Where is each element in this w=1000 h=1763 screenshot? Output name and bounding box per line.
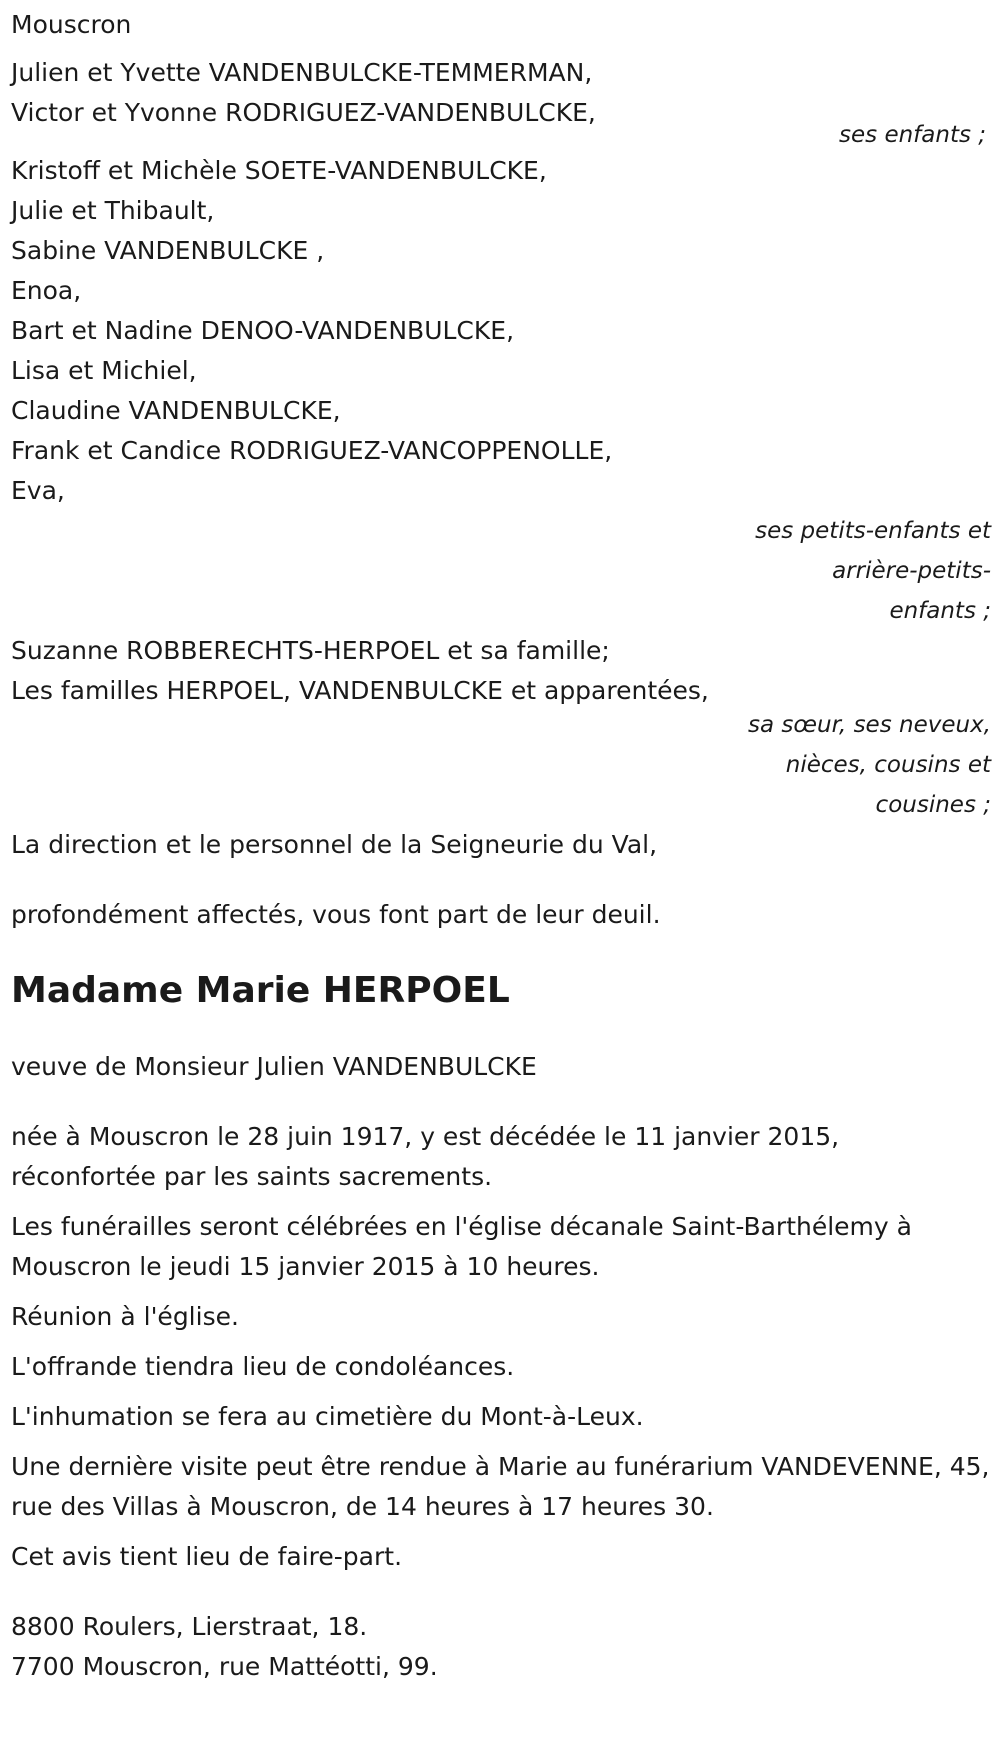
address-line-1: 8800 Roulers, Lierstraat, 18. — [11, 1612, 368, 1641]
family-note: sa sœur, ses neveux, nièces, cousins et cousines ; — [748, 712, 991, 818]
meeting-paragraph: Réunion à l'église. — [11, 1302, 239, 1331]
town-heading: Mouscron — [11, 10, 132, 39]
visit-paragraph: Une dernière visite peut être rendue à Marie au funérarium VANDEVENNE, 45, rue des Villas à Mouscron, de 14 heures à 17 heures 30. — [11, 1452, 990, 1521]
grandchildren-line-2: Julie et Thibault, — [11, 196, 215, 225]
widow-of-line: veuve de Monsieur Julien VANDENBULCKE — [11, 1052, 537, 1081]
grandchildren-line-7: Claudine VANDENBULCKE, — [11, 396, 341, 425]
notice-paragraph: Cet avis tient lieu de faire-part. — [11, 1542, 403, 1571]
grandchildren-line-1: Kristoff et Michèle SOETE-VANDENBULCKE, — [11, 156, 547, 185]
grandchildren-note: ses petits-enfants et arrière-petits-enfants ; — [755, 518, 991, 624]
grandchildren-line-9: Eva, — [11, 476, 65, 505]
children-note: ses enfants ; — [839, 122, 986, 148]
birth-death-paragraph: née à Mouscron le 28 juin 1917, y est décédée le 11 janvier 2015, réconfortée par les saints sacrements. — [11, 1122, 840, 1191]
obituary-page — [11, 0, 991, 1687]
announcement-line: profondément affectés, vous font part de leur deuil. — [11, 900, 661, 929]
family-line-1: Suzanne ROBBERECHTS-HERPOEL et sa famille; — [11, 636, 610, 665]
grandchildren-line-4: Enoa, — [11, 276, 82, 305]
condolences-paragraph: L'offrande tiendra lieu de condoléances. — [11, 1352, 515, 1381]
grandchildren-line-8: Frank et Candice RODRIGUEZ-VANCOPPENOLLE, — [11, 436, 613, 465]
grandchildren-line-6: Lisa et Michiel, — [11, 356, 197, 385]
address-line-2: 7700 Mouscron, rue Mattéotti, 99. — [11, 1652, 438, 1681]
burial-paragraph: L'inhumation se fera au cimetière du Mont-à-Leux. — [11, 1402, 644, 1431]
grandchildren-line-5: Bart et Nadine DENOO-VANDENBULCKE, — [11, 316, 515, 345]
deceased-name: Madame Marie HERPOEL — [11, 970, 510, 1011]
children-line-1: Julien et Yvette VANDENBULCKE-TEMMERMAN, — [11, 58, 593, 87]
grandchildren-line-3: Sabine VANDENBULCKE , — [11, 236, 325, 265]
family-line-2: Les familles HERPOEL, VANDENBULCKE et apparentées, — [11, 676, 709, 705]
children-line-2: Victor et Yvonne RODRIGUEZ-VANDENBULCKE, — [11, 98, 596, 127]
funeral-paragraph: Les funérailles seront célébrées en l'église décanale Saint-Barthélemy à Mouscron le jeudi 15 janvier 2015 à 10 heures. — [11, 1212, 912, 1281]
staff-line: La direction et le personnel de la Seigneurie du Val, — [11, 830, 658, 859]
